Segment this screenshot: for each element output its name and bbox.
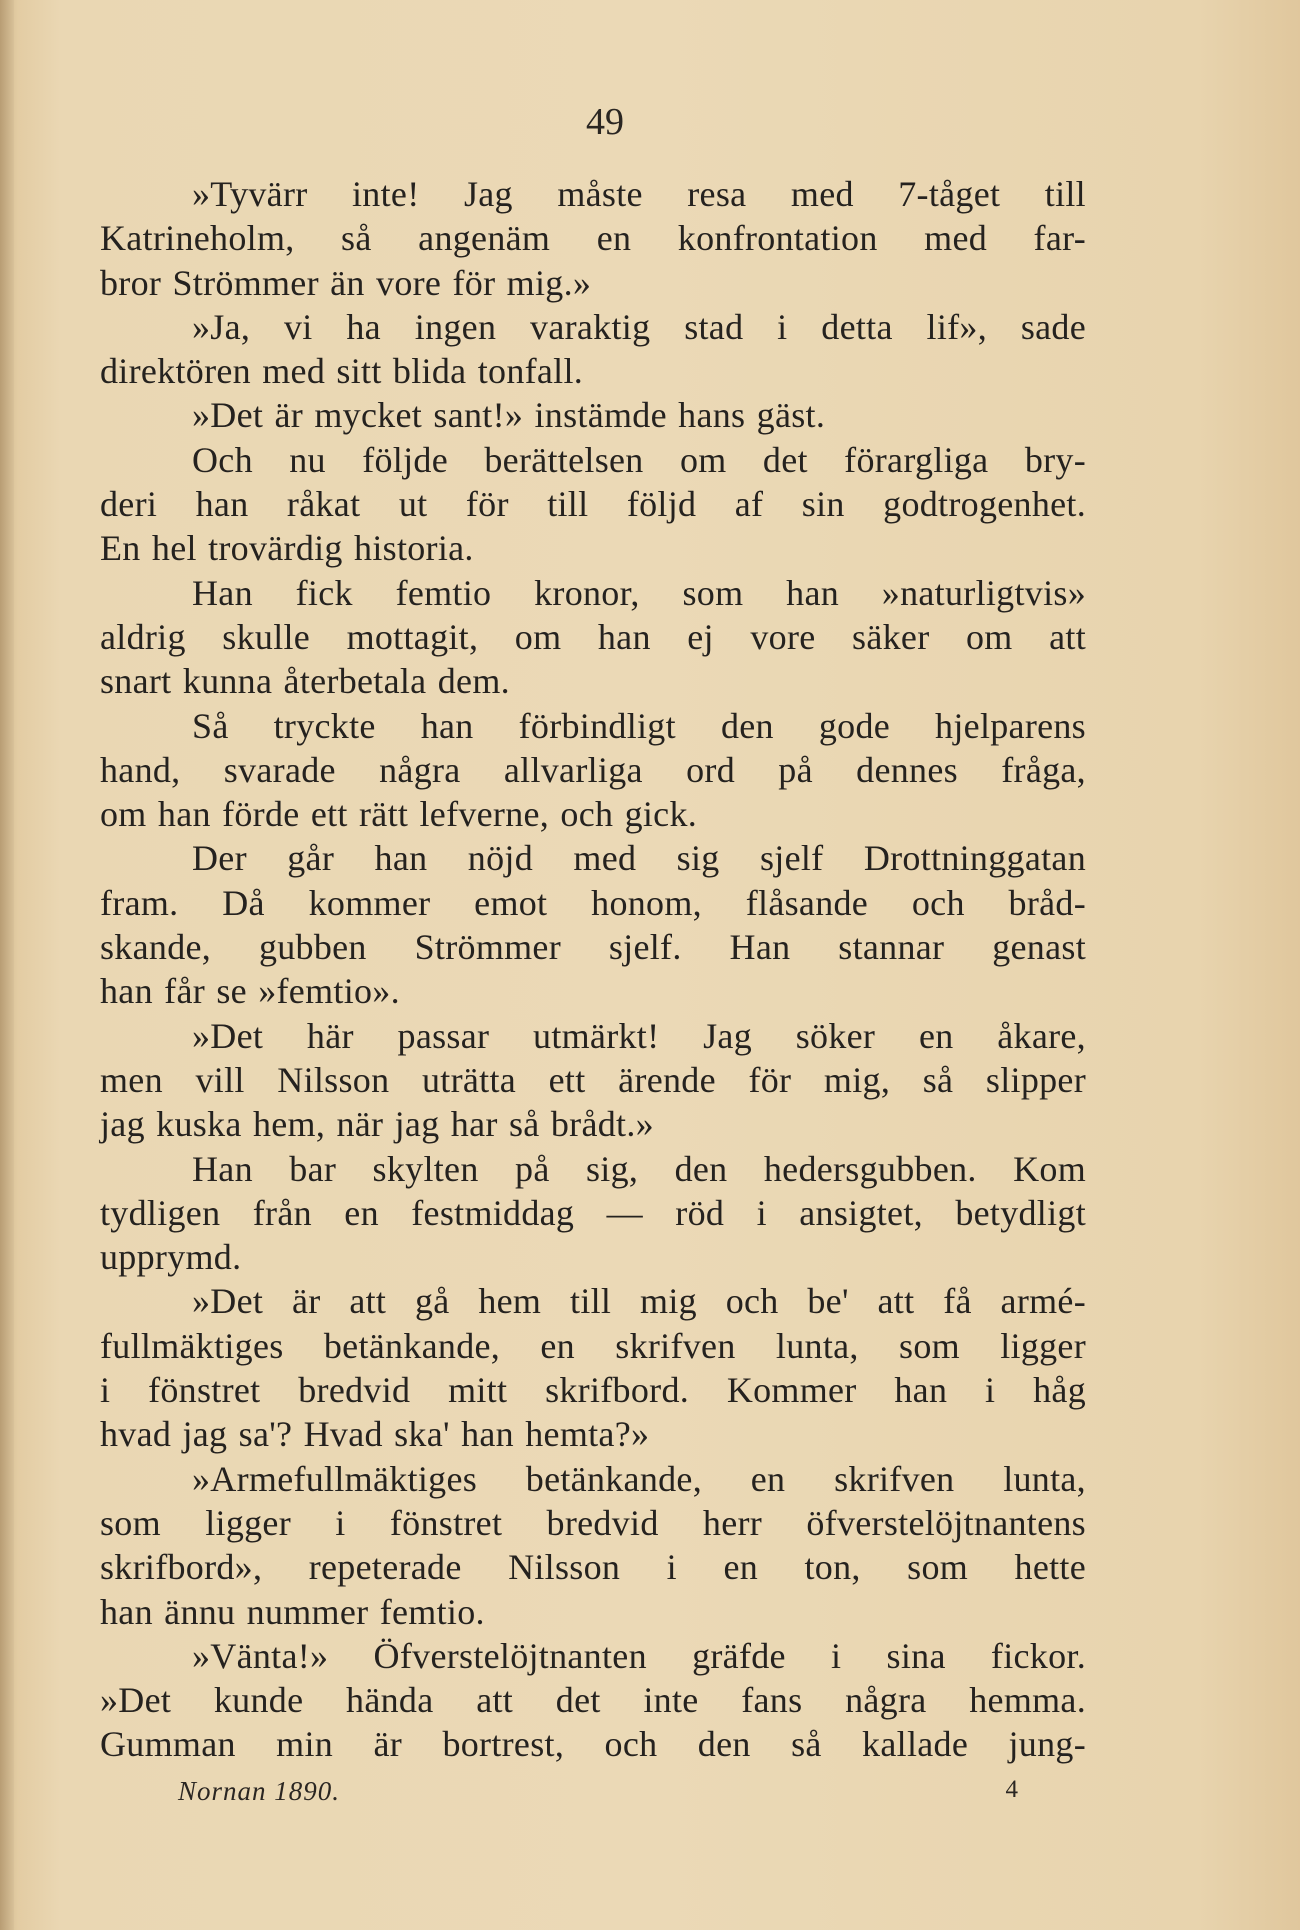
text-line: Han bar skylten på sig, den hedersgubben. Kom [192, 1148, 1086, 1189]
text-line: han får se »femtio». [100, 971, 400, 1012]
footer-publication-title: Nornan 1890. [178, 1776, 341, 1806]
text-line: Han fick femtio kronor, som han »naturligtvis» [192, 572, 1086, 613]
footer-sheet-number: 4 [1005, 1776, 1018, 1803]
text-line: han ännu nummer femtio. [100, 1591, 485, 1632]
text-line: Och nu följde berättelsen om det förargliga bry- [192, 439, 1086, 480]
text-line: skande, gubben Strömmer sjelf. Han stannar genast [100, 927, 1086, 968]
text-line: »Armefullmäktiges betänkande, en skrifven lunta, [192, 1458, 1086, 1499]
text-line: jag kuska hem, när jag har så brådt.» [100, 1104, 654, 1145]
page-gutter [0, 0, 14, 1930]
text-line: direktören med sitt blida tonfall. [100, 351, 584, 392]
text-line: Gumman min är bortrest, och den så kallade jung- [100, 1724, 1086, 1765]
text-line: »Det är att gå hem till mig och be' att få armé- [192, 1281, 1086, 1322]
text-line: tydligen från en festmiddag — röd i ansigtet, betydligt [100, 1192, 1086, 1233]
text-line: snart kunna återbetala dem. [100, 661, 510, 702]
text-line: skrifbord», repeterade Nilsson i en ton, som hette [100, 1547, 1086, 1588]
text-line: En hel trovärdig historia. [100, 528, 474, 569]
page-number: 49 [586, 101, 624, 143]
text-line: fram. Då kommer emot honom, flåsande och bråd- [100, 882, 1086, 923]
text-line: Der går han nöjd med sig sjelf Drottninggatan [192, 838, 1086, 879]
text-line: hand, svarade några allvarliga ord på dennes fråga, [100, 749, 1086, 790]
text-line: Så tryckte han förbindligt den gode hjelparens [192, 705, 1086, 746]
text-line: Katrineholm, så angenäm en konfrontation med far- [100, 218, 1086, 259]
text-line: men vill Nilsson uträtta ett ärende för mig, så slipper [100, 1059, 1086, 1100]
text-line: hvad jag sa'? Hvad ska' han hemta?» [100, 1414, 650, 1455]
page-body-text [100, 172, 1086, 1767]
text-line: om han förde ett rätt lefverne, och gick. [100, 794, 698, 835]
page-footer [178, 1776, 1018, 1816]
text-line: »Det här passar utmärkt! Jag söker en åkare, [192, 1015, 1086, 1056]
text-line: aldrig skulle mottagit, om han ej vore säker om att [100, 616, 1086, 657]
text-line: »Det är mycket sant!» instämde hans gäst. [192, 395, 826, 436]
text-line: fullmäktiges betänkande, en skrifven lunta, som ligger [100, 1325, 1086, 1366]
text-line: »Det kunde hända att det inte fans några hemma. [100, 1680, 1086, 1721]
text-line: »Tyvärr inte! Jag måste resa med 7-tåget till [192, 174, 1086, 214]
text-line: upprymd. [100, 1237, 242, 1278]
text-line: »Vänta!» Öfverstelöjtnanten gräfde i sina fickor. [192, 1635, 1086, 1676]
text-line: i fönstret bredvid mitt skrifbord. Kommer han i håg [100, 1370, 1086, 1411]
text-line: bror Strömmer än vore för mig.» [100, 262, 592, 303]
text-line: »Ja, vi ha ingen varaktig stad i detta lif», sade [192, 306, 1086, 347]
text-line: deri han råkat ut för till följd af sin godtrogenhet. [100, 484, 1086, 525]
text-line: som ligger i fönstret bredvid herr öfverstelöjtnantens [100, 1502, 1086, 1543]
